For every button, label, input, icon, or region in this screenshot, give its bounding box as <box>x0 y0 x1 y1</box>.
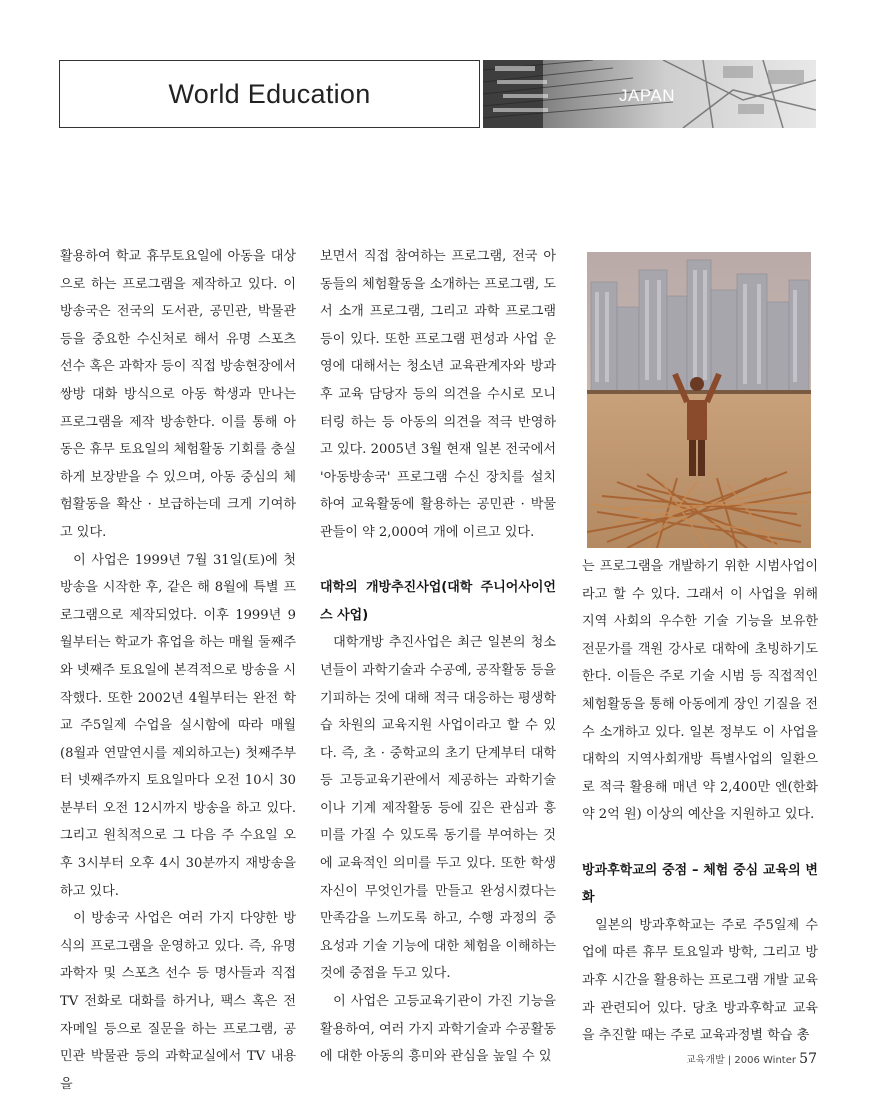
page-number: 57 <box>799 1051 817 1067</box>
text-column-1 <box>60 243 296 1098</box>
section-title-box <box>59 60 480 128</box>
country-label: JAPAN <box>619 86 676 105</box>
section-heading: 대학의 개방추진사업(대학 주니어사이언스 사업) <box>320 580 556 623</box>
header-banner-image <box>483 60 816 128</box>
section-title: World Education <box>168 78 371 109</box>
section-heading: 방과후학교의 중점 – 체험 중심 교육의 변화 <box>582 862 818 906</box>
paragraph: 일본의 방과후학교는 주로 주5일제 수업에 따른 휴무 토요일과 방학, 그리고 방과후 시간을 활용하는 프로그램 개발 교육과 관련되어 있다. 당초 방과후학교 교육을 추진할 때는 주로 교육과정별 학습 총 <box>582 917 818 1044</box>
paragraph: 대학개방 추진사업은 최근 일본의 청소년들이 과학기술과 수공예, 공작활동 등을 기피하는 것에 대해 적극 대응하는 평생학습 차원의 교육지원 사업이라고 할 수 있다. 즉, 초 · 중학교의 초기 단계부터 대학 등 고등교육기관에서 제공하는 과학기술이나 기계 제작활동 등에 깊은 관심과 흥미를 가질 수 있도록 동기를 부여하는 것에 교육적인 의미를 두고 있다. 또한 학생 자신이 무엇인가를 만들고 완성시켰다는 만족감을 느끼도록 하고, 수행 과정의 중요성과 기술 기능에 대한 체험을 이해하는 것에 중점을 두고 있다. <box>320 635 556 982</box>
paragraph: 이 방송국 사업은 여러 가지 다양한 방식의 프로그램을 운영하고 있다. 즉, 유명 과학자 및 스포츠 선수 등 명사들과 직접 TV 전화로 대화를 하거나, 팩스 혹은 전자메일 등으로 질문을 하는 프로그램, 공민관 박물관 등의 과학교실에서 TV 내용을 <box>60 911 296 1092</box>
page-footer <box>686 1051 817 1067</box>
text-column-3 <box>582 553 818 1050</box>
paragraph: 는 프로그램을 개발하기 위한 시범사업이라고 할 수 있다. 그래서 이 사업을 위해 지역 사회의 우수한 기술 기능을 보유한 전문가를 객원 강사로 대학에 초빙하기도 한다. 이들은 주로 기술 시범 등 직접적인 체험활동을 통해 아동에게 장인 기질을 전수 소개하고 있다. 일본 정부도 이 사업을 대학의 지역사회개방 특별사업의 일환으로 적극 활용해 매년 약 2,400만 엔(한화 약 2억 원) 이상의 예산을 지원하고 있다. <box>582 559 818 823</box>
text-column-2 <box>320 243 556 1071</box>
paragraph: 이 사업은 고등교육기관이 가진 기능을 활용하여, 여러 가지 과학기술과 수공활동에 대한 아동의 흥미와 관심을 높일 수 있 <box>320 994 556 1065</box>
illustration-photo <box>587 252 811 548</box>
paragraph: 보면서 직접 참여하는 프로그램, 전국 아동들의 체험활동을 소개하는 프로그램, 도서 소개 프로그램, 그리고 과학 프로그램 등이 있다. 또한 프로그램 편성과 사업 운영에 대해서는 청소년 교육관계자와 방과 후 교육 담당자 등의 의견을 수시로 모니터링 하는 등 아동의 의견을 적극 반영하고 있다. 2005년 3월 현재 일본 전국에서 '아동방송국' 프로그램 수신 장치를 설치하여 교육활동에 활용하는 공민관 · 박물관들이 약 2,000여 개에 이르고 있다. <box>320 249 556 540</box>
paragraph: 이 사업은 1999년 7월 31일(토)에 첫 방송을 시작한 후, 같은 해 8월에 특별 프로그램으로 제작되었다. 이후 1999년 9월부터는 학교가 휴업을 하는 매월 둘째주와 넷째주 토요일에 본격적으로 방송을 시작했다. 또한 2002년 4월부터는 완전 학교 주5일제 수업을 실시함에 따라 매월 (8월과 연말연시를 제외하고는) 첫째주부터 넷째주까지 토요일마다 오전 10시 30분부터 오전 12시까지 방송을 하고 있다. 그리고 원칙적으로 그 다음 주 수요일 오후 3시부터 오후 4시 30분까지 재방송을 하고 있다. <box>60 552 296 899</box>
magazine-label: 교육개발 | 2006 Winter <box>686 1055 796 1066</box>
paragraph: 활용하여 학교 휴무토요일에 아동을 대상으로 하는 프로그램을 제작하고 있다. 이 방송국은 전국의 도서관, 공민관, 박물관 등을 중요한 수신처로 해서 유명 스포츠 선수 혹은 과학자 등이 직접 방송현장에서 쌍방 대화 방식으로 아동 학생과 만나는 프로그램을 제작 방송한다. 이를 통해 아동은 휴무 토요일의 체험활동 기회를 충실하게 보장받을 수 있으며, 아동 중심의 체험활동을 확산 · 보급하는데 크게 기여하고 있다. <box>60 249 296 540</box>
